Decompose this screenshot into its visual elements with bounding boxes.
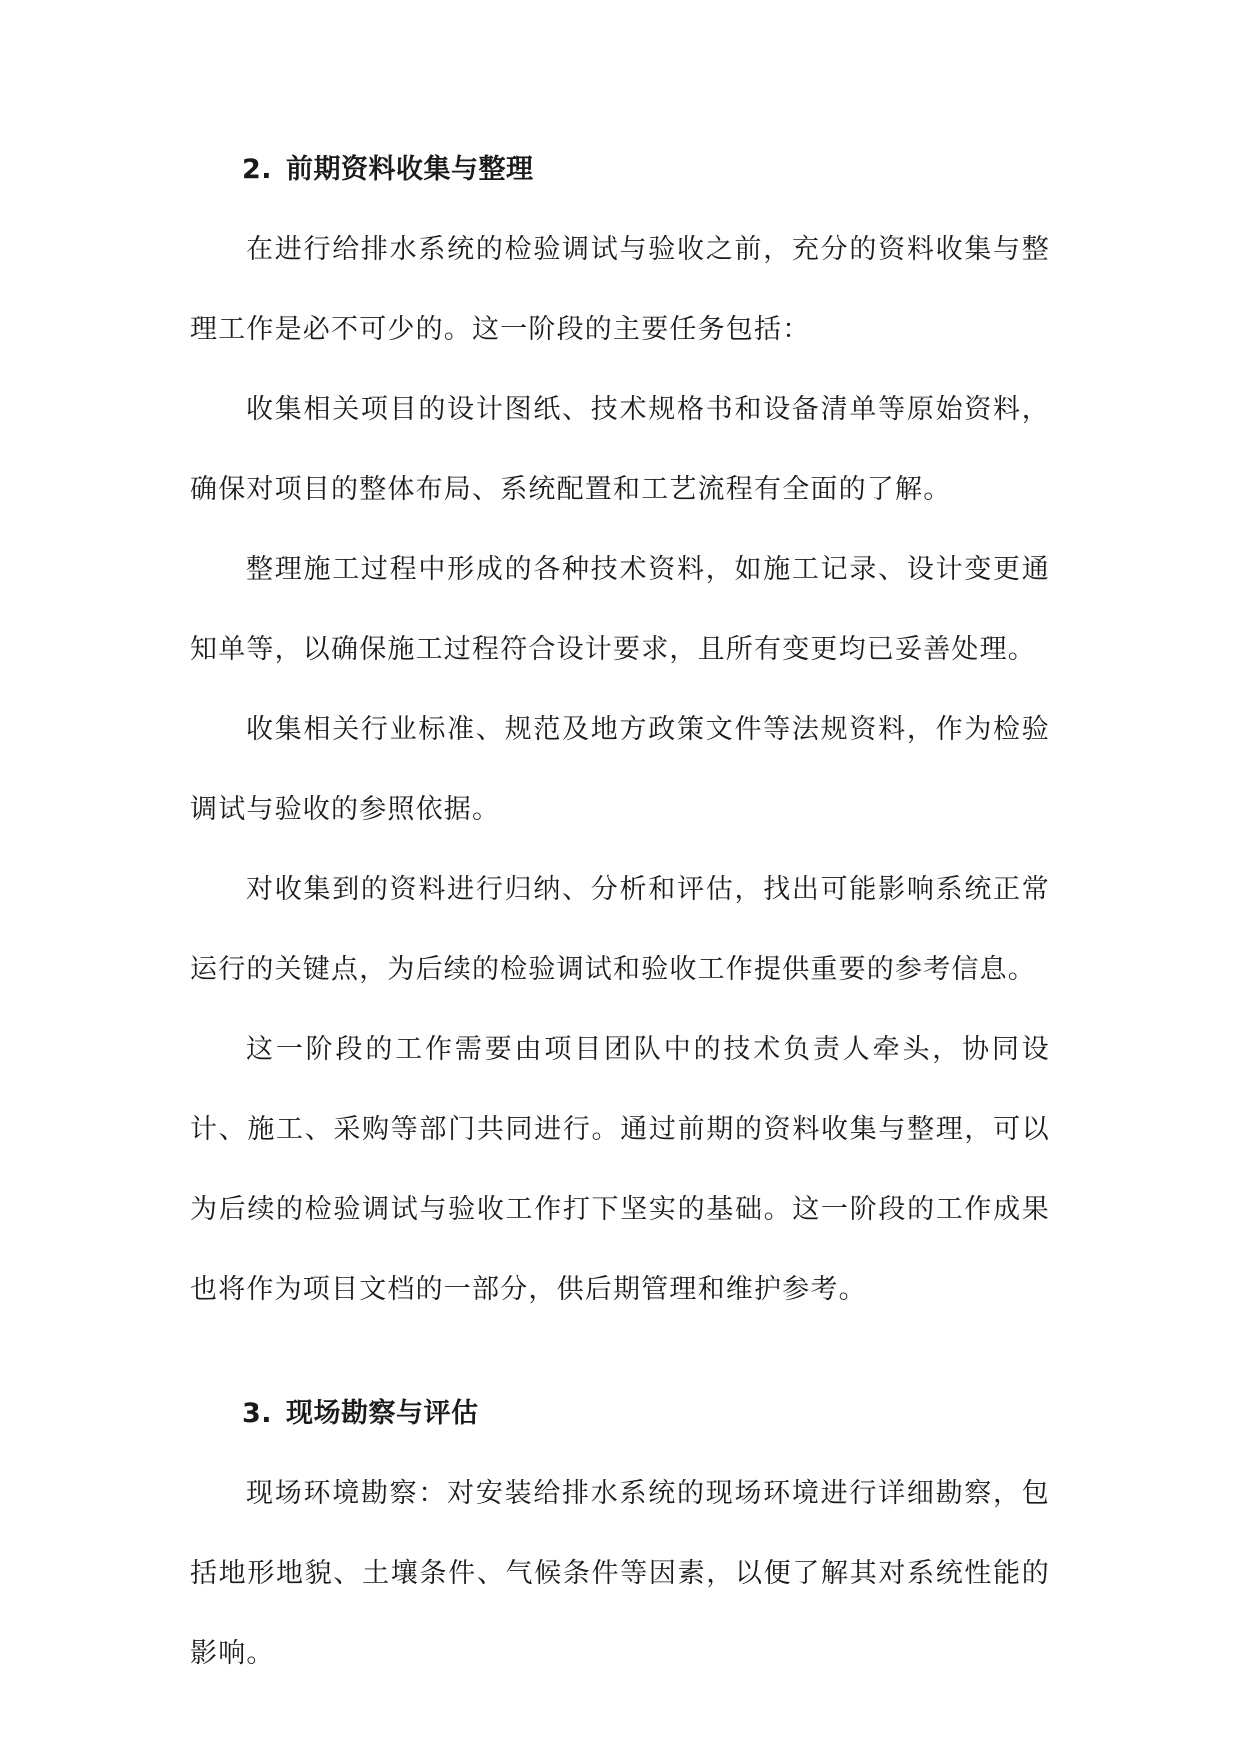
section-spacer [190, 1330, 1050, 1374]
paragraph: 收集相关行业标准、规范及地方政策文件等法规资料，作为检验调试与验收的参照依据。 [190, 714, 1050, 825]
section-2-heading [190, 130, 1050, 210]
section-3-heading [190, 1374, 1050, 1454]
document-body [190, 130, 1050, 1694]
paragraph: 整理施工过程中形成的各种技术资料，如施工记录、设计变更通知单等，以确保施工过程符合设计要求，且所有变更均已妥善处理。 [190, 554, 1050, 665]
paragraph: 这一阶段的工作需要由项目团队中的技术负责人牵头，协同设计、施工、采购等部门共同进行。通过前期的资料收集与整理，可以为后续的检验调试与验收工作打下坚实的基础。这一阶段的工作成果也将作为项目文档的一部分，供后期管理和维护参考。 [190, 1034, 1050, 1305]
paragraph: 收集相关项目的设计图纸、技术规格书和设备清单等原始资料，确保对项目的整体布局、系统配置和工艺流程有全面的了解。 [190, 394, 1050, 505]
paragraph: 在进行给排水系统的检验调试与验收之前，充分的资料收集与整理工作是必不可少的。这一阶段的主要任务包括： [190, 234, 1050, 345]
paragraph: 现场环境勘察：对安装给排水系统的现场环境进行详细勘察，包括地形地貌、土壤条件、气候条件等因素，以便了解其对系统性能的影响。 [190, 1478, 1050, 1669]
section-2-title: 前期资料收集与整理 [286, 154, 534, 185]
section-3-title: 现场勘察与评估 [286, 1398, 479, 1429]
paragraph: 对收集到的资料进行归纳、分析和评估，找出可能影响系统正常运行的关键点，为后续的检验调试和验收工作提供重要的参考信息。 [190, 874, 1050, 985]
section-3-number: 3. [242, 1398, 273, 1429]
section-2-number: 2. [242, 154, 273, 185]
